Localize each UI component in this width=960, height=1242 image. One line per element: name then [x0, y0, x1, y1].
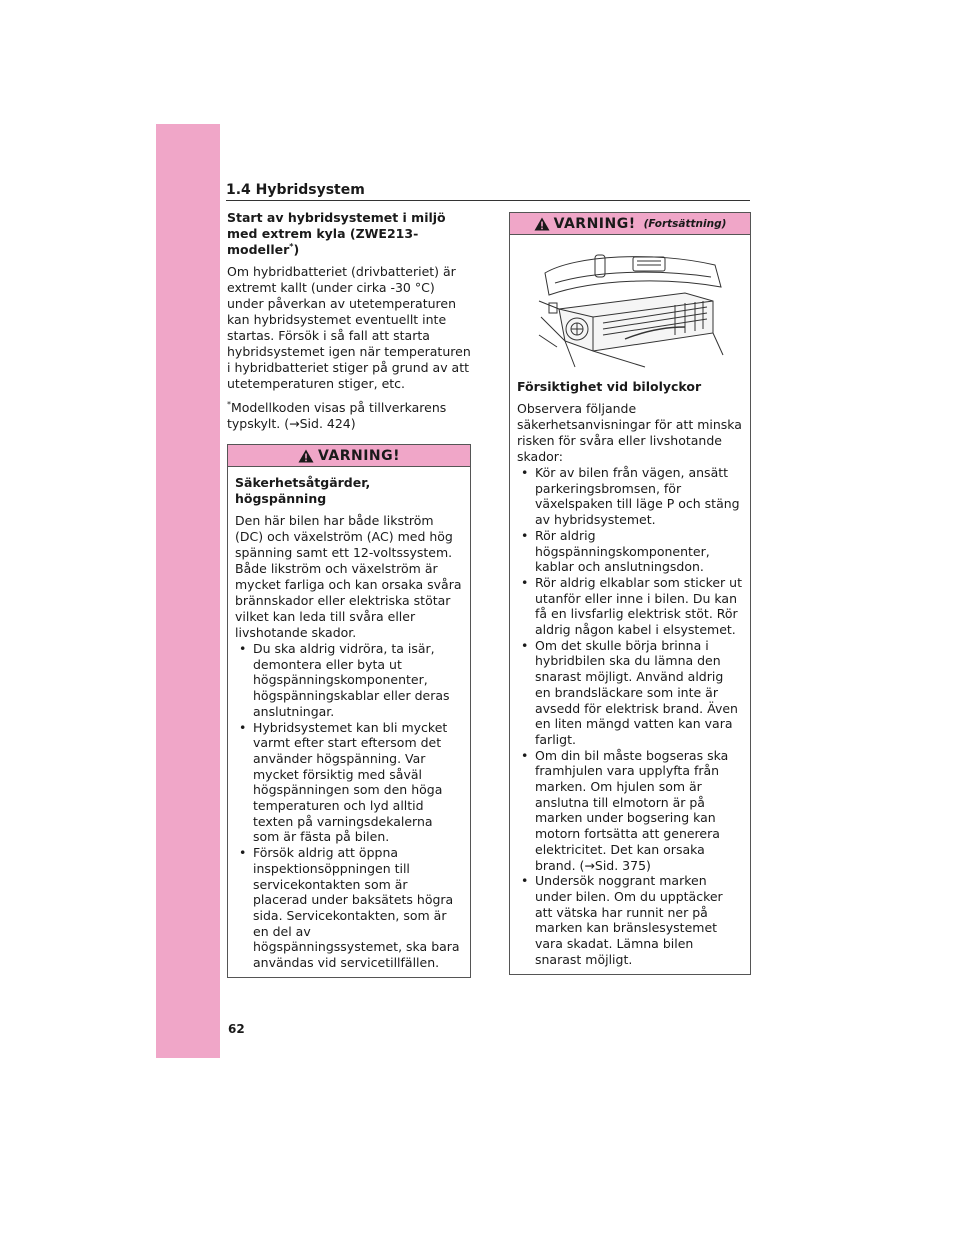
- warning-header: [228, 445, 470, 467]
- right-column: [509, 212, 751, 975]
- page-number: 62: [228, 1022, 245, 1036]
- warning-body: [510, 235, 750, 974]
- hybrid-battery-illustration: [535, 243, 725, 371]
- list-item: • Om det skulle börja brinna i hybridbilen ska du lämna den snarast möjligt. Använd aldrig en brandsläckare som inte är avsedd för elektrisk brand. Även en liten mängd vatten kan vara farligt.: [517, 638, 742, 748]
- warning-subtitle: (Fortsättning): [643, 217, 727, 230]
- cold-start-heading: Start av hybridsystemet i miljö med extrem kyla (ZWE213-modeller*): [227, 210, 446, 257]
- section-title: 1.4 Hybridsystem: [226, 182, 365, 198]
- warning-paragraph: Observera följande säkerhetsanvisningar för att minska risken för svåra eller livshotande skador:: [517, 401, 742, 464]
- chapter-side-tab: [156, 124, 220, 1058]
- warning-title: VARNING!: [553, 215, 636, 232]
- warning-header: [510, 213, 750, 235]
- warning-body: [228, 467, 470, 977]
- list-item: • Rör aldrig högspänningskomponenter, kablar och anslutningsdon.: [517, 528, 742, 575]
- list-item: • Försök aldrig att öppna inspektionsöppningen till servicekontakten som är placerad under baksätets högra sida. Servicekontakten, som är en del av högspänningssystemet, ska bara användas vid servicetillfällen.: [235, 845, 462, 971]
- warning-heading: Försiktighet vid bilolyckor: [517, 379, 702, 394]
- list-item: • Undersök noggrant marken under bilen. Om du upptäcker att vätska har runnit ner på marken kan bränslesystemet vara skadat. Lämna bilen snarast möjligt.: [517, 873, 742, 967]
- warning-list: [235, 641, 462, 971]
- warning-paragraph: Den här bilen har både likström (DC) och växelström (AC) med hög spänning samt ett 12-voltssystem. Både likström och växelström är mycket farliga och kan orsaka svåra brännskador eller elektriska stötar vilket kan leda till svåra eller livshotande skador.: [235, 513, 462, 640]
- warning-heading: Säkerhetsåtgärder, högspänning: [235, 475, 371, 506]
- warning-box: [227, 444, 471, 978]
- warning-list: [517, 465, 742, 968]
- warning-title: VARNING!: [317, 447, 401, 464]
- left-column: [227, 210, 471, 978]
- list-item: • Du ska aldrig vidröra, ta isär, demontera eller byta ut högspänningskomponenter, högspänningskablar eller deras anslutningar.: [235, 641, 462, 720]
- list-item: • Rör aldrig elkablar som sticker ut utanför eller inne i bilen. Du kan få en livsfarlig elektrisk stöt. Rör aldrig någon kabel i elsystemet.: [517, 575, 742, 638]
- list-item: • Om din bil måste bogseras ska framhjulen vara upplyfta från marken. Om hjulen som är anslutna till elmotorn är på marken under bogsering kan motorn fortsätta att generera elektricitet. Det kan orsaka brand. (→Sid. 375): [517, 748, 742, 874]
- list-item: • Kör av bilen från vägen, ansätt parkeringsbromsen, för växelspaken till läge P och stäng av hybridsystemet.: [517, 465, 742, 528]
- list-item: • Hybridsystemet kan bli mycket varmt efter start eftersom det använder högspänning. Var mycket försiktig med såväl högspänningen som den höga temperaturen och lyd alltid texten på varningsdekalerna som är fästa på bilen.: [235, 720, 462, 846]
- section-header: [226, 179, 750, 201]
- footnote: *Modellkoden visas på tillverkarens typskylt. (→Sid. 424): [227, 399, 447, 431]
- warning-triangle-icon: [298, 449, 314, 463]
- cold-start-paragraph: Om hybridbatteriet (drivbatteriet) är extremt kallt (under cirka -30 °C) under påverkan av utetemperaturen kan hybridsystemet eventuellt inte startas. Försök i så fall att starta hybridsystemet igen när temperaturen i hybridbatteriet stiger på grund av att utetemperaturen stiger, etc.: [227, 264, 471, 391]
- warning-box-continued: [509, 212, 751, 975]
- footnote-marker: *: [289, 241, 294, 251]
- warning-triangle-icon: [534, 217, 550, 231]
